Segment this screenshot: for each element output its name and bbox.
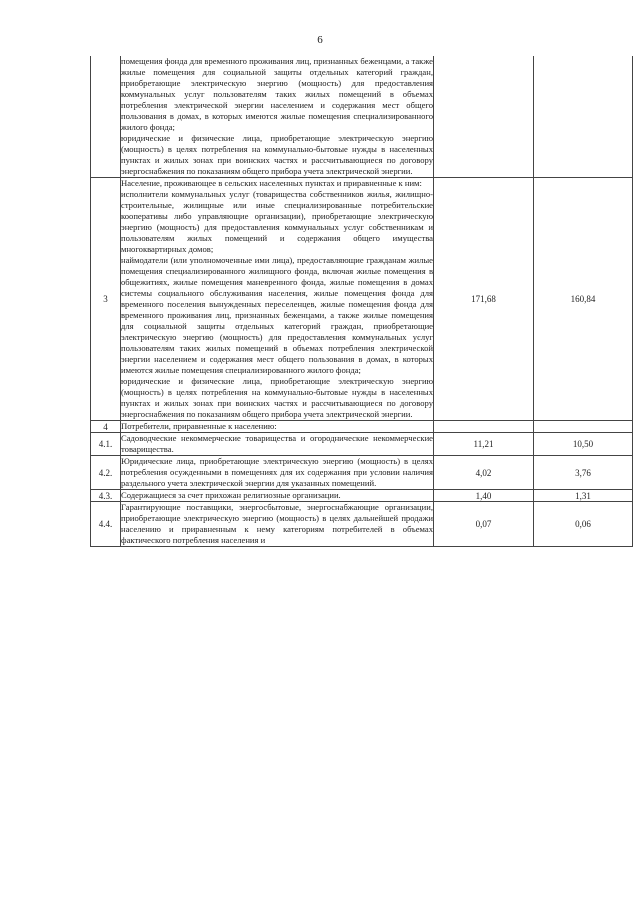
row-number: 4.4. xyxy=(91,502,121,547)
table-row xyxy=(91,456,633,490)
row-description xyxy=(121,490,434,502)
row-number: 3 xyxy=(91,178,121,421)
row-description xyxy=(121,421,434,433)
row-description xyxy=(121,56,434,178)
tariff-value-1 xyxy=(434,421,534,433)
row-paragraph: Садоводческие некоммерческие товарищества и огороднические некоммерческие товарищества. xyxy=(121,433,433,454)
tariff-value-2 xyxy=(534,56,633,178)
tariff-value-1 xyxy=(434,56,534,178)
tariff-value-2 xyxy=(534,421,633,433)
row-paragraph: юридические и физические лица, приобретающие электрическую энергию (мощность) в целях потребления на коммунально-бытовые нужды в населенных пунктах и жилых зонах при воинских частях и рассчитывающиеся по договору энергоснабжения по показаниям общего прибора учета электрической энергии. xyxy=(121,133,433,176)
row-description xyxy=(121,433,434,456)
row-description xyxy=(121,456,434,490)
table-row xyxy=(91,502,633,547)
row-description xyxy=(121,178,434,421)
row-number: 4.2. xyxy=(91,456,121,490)
table-row xyxy=(91,490,633,502)
row-paragraph: юридические и физические лица, приобретающие электрическую энергию (мощность) в целях потребления на коммунально-бытовые нужды в населенных пунктах и жилых зонах при воинских частях и рассчитывающиеся по договору энергоснабжения по показаниям общего прибора учета электрической энергии. xyxy=(121,376,433,419)
row-paragraph: Потребители, приравненные к населению: xyxy=(121,421,277,431)
tariff-value-1: 171,68 xyxy=(434,178,534,421)
row-number: 4.3. xyxy=(91,490,121,502)
row-paragraph: помещения фонда для временного проживания лиц, признанных беженцами, а также жилые помещения для социальной защиты отдельных категорий граждан, приобретающие электрическую энергию (мощность) для предоставления коммунальных услуг пользователям таких жилых помещений в объемах потребления электрической энергии населением и содержания мест общего пользования в домах, в которых имеются жилые помещения специализированного жилого фонда; xyxy=(121,56,433,132)
row-number xyxy=(91,56,121,178)
tariff-value-1: 11,21 xyxy=(434,433,534,456)
tariff-value-2: 3,76 xyxy=(534,456,633,490)
tariff-value-2: 160,84 xyxy=(534,178,633,421)
tariff-value-2: 0,06 xyxy=(534,502,633,547)
table-row xyxy=(91,178,633,421)
table-row xyxy=(91,433,633,456)
row-paragraph: исполнители коммунальных услуг (товарищества собственников жилья, жилищно-строительные, жилищные или иные специализированные потребительские кооперативы либо управляющие организации), приобретающие электрическую энергию (мощность) для предоставления коммунальных услуг собственникам и пользователям жилых помещений и содержания общего имущества многоквартирных домов; xyxy=(121,189,433,254)
tariff-table xyxy=(90,56,633,547)
row-number: 4.1. xyxy=(91,433,121,456)
tariff-value-1: 0,07 xyxy=(434,502,534,547)
tariff-value-2: 1,31 xyxy=(534,490,633,502)
table-row xyxy=(91,56,633,178)
row-paragraph: Юридические лица, приобретающие электрическую энергию (мощность) в целях потребления осужденными в помещениях для их содержания при условии наличия раздельного учета электрической энергии для указанных помещений. xyxy=(121,456,433,488)
tariff-value-1: 1,40 xyxy=(434,490,534,502)
page-number: 6 xyxy=(317,34,323,46)
row-paragraph: наймодатели (или уполномоченные ими лица), предоставляющие гражданам жилые помещения специализированного жилищного фонда, включая жилые помещения в общежитиях, жилые помещения маневренного фонда, жилые помещения в домах системы социального обслуживания населения, жилые помещения фонда для временного поселения вынужденных переселенцев, жилые помещения фонда для временного проживания лиц, признанных беженцами, а также жилые помещения для социальной защиты отдельных категорий граждан, приобретающие электрическую энергию (мощность) для предоставления коммунальных услуг пользователям таких жилых помещений в объемах потребления электрической энергии населением и содержания мест общего пользования в домах, в которых имеются жилые помещения специализированного жилого фонда; xyxy=(121,255,433,375)
row-description xyxy=(121,502,434,547)
row-number: 4 xyxy=(91,421,121,433)
row-paragraph: Содержащиеся за счет прихожан религиозные организации. xyxy=(121,490,341,500)
row-paragraph: Гарантирующие поставщики, энергосбытовые, энергоснабжающие организации, приобретающие электрическую энергию (мощность) в целях дальнейшей продажи населению и приравненным к нему категориям потребителей в объемах фактического потребления населения и xyxy=(121,502,433,545)
row-paragraph: Население, проживающее в сельских населенных пунктах и приравненные к ним: xyxy=(121,178,422,188)
tariff-value-1: 4,02 xyxy=(434,456,534,490)
tariff-value-2: 10,50 xyxy=(534,433,633,456)
table-row xyxy=(91,421,633,433)
